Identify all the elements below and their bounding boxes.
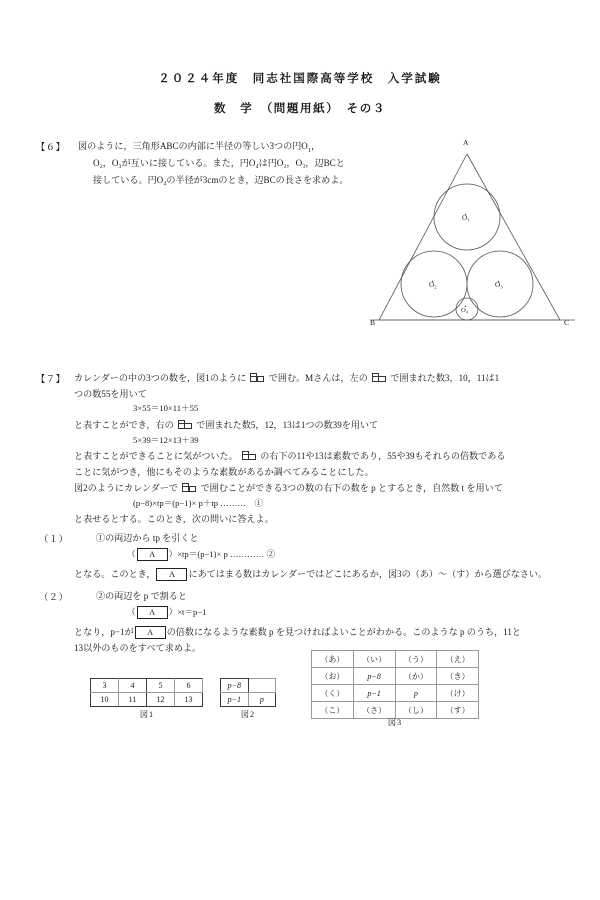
problem-7-2-equation	[127, 606, 206, 619]
answer-box-a[interactable]: A	[137, 548, 168, 561]
p7-l4-post: の右下の11や13は素数であり，55や39もそれらの倍数である	[260, 451, 506, 461]
problem-7-1-equation-2	[127, 548, 275, 561]
problem-7-1-line-1: ①の両辺から tp を引くと	[96, 533, 199, 543]
cell-p-minus-8-text: p−8	[367, 671, 381, 681]
cell-p-minus-8-text: p−8	[227, 681, 242, 690]
label-o1: O₁	[462, 214, 470, 222]
table-row	[312, 702, 479, 719]
problem-6-line-1-comma: ，	[311, 141, 321, 151]
problem-7-line-6	[74, 481, 503, 495]
problem-7-2-number: （２）	[39, 593, 69, 603]
problem-6-line-1-text: 図のように，三角形ABCの内部に半径の等しい3つの円O	[78, 141, 308, 151]
cell-12: 12	[147, 693, 175, 707]
triangle-four-circles-figure	[370, 132, 580, 337]
p7-l1-mid: で囲む。Mさんは，左の	[268, 373, 368, 383]
p7-l6-post: で囲むことができる3つの数の右下の数を p とするとき，自然数 t を用いて	[200, 483, 503, 493]
cell-p-text: p	[259, 695, 264, 704]
p7-l6-pre: 図2のようにカレンダーで	[74, 483, 178, 493]
vertex-label-a: A	[463, 138, 469, 147]
cell-ka: （か）	[395, 668, 437, 685]
cell-empty	[248, 679, 275, 693]
cell-p-minus-1-text: p−1	[367, 688, 381, 698]
p71-eq-post: ）×tp＝(p−1)× p ………… ②	[168, 549, 276, 559]
cell-p-minus-8	[353, 668, 395, 685]
problem-7-2-line-2	[74, 625, 521, 639]
cell-p-text: p	[413, 688, 418, 698]
p7-l4-pre: と表すことができることに気がついた。	[74, 451, 238, 461]
table-row	[312, 685, 479, 702]
exam-title-year-school: ２０２４年度 同志社国際高等学校 入学試験	[158, 73, 442, 85]
cell-p-minus-1	[353, 685, 395, 702]
table-row	[221, 679, 276, 693]
problem-7-equation-1: 3×55＝10×11＋55	[133, 403, 199, 413]
l-shape-icon	[242, 451, 256, 460]
cell-p-minus-1	[221, 693, 249, 707]
cell-6: 6	[175, 679, 203, 693]
vertex-label-b: B	[370, 318, 376, 327]
cell-o: （お）	[312, 668, 354, 685]
cell-e: （え）	[437, 651, 479, 668]
cell-5: 5	[147, 679, 175, 693]
figure-1-caption: 図1	[139, 710, 155, 719]
problem-7-line-4	[74, 449, 505, 463]
problem-7-line-1	[74, 371, 499, 385]
problem-7-label: 【７】	[36, 375, 66, 385]
problem-6-line-1	[78, 139, 320, 156]
problem-7-equation-2: 5×39＝12×13＋39	[133, 435, 199, 445]
p71-l2-post: にあてはまる数はカレンダーではどこにあるか，図3の（あ）～（す）から選びなさい。	[188, 569, 548, 579]
cell-ke: （け）	[437, 685, 479, 702]
answer-box-a[interactable]: A	[156, 568, 187, 581]
cell-3: 3	[91, 679, 119, 693]
cell-10: 10	[91, 693, 119, 707]
label-o2: O₂	[429, 281, 437, 289]
vertex-label-c: C	[564, 318, 570, 327]
cell-11: 11	[119, 693, 147, 707]
problem-7-equation-3: (p−8)×tp＝(p−1)× p＋tp ……… ①	[133, 498, 264, 508]
cell-p	[248, 693, 275, 707]
problem-7-1-number: （１）	[39, 535, 69, 545]
table-row	[221, 693, 276, 707]
table-row	[91, 679, 203, 693]
p7-l3-post: で囲まれた数5，12，13は1つの数39を用いて	[196, 420, 379, 430]
table-row	[91, 693, 203, 707]
figure-3-caption: 図3	[387, 718, 403, 727]
cell-13: 13	[175, 693, 203, 707]
cell-a: （あ）	[312, 651, 354, 668]
problem-7-line-7: と表せるとする。このとき，次の問いに答えよ。	[74, 514, 274, 524]
problem-7-line-5: ことに気がつき，他にもそのような素数があるか調べてみることにした。	[74, 467, 374, 477]
figure-2	[220, 678, 276, 719]
p72-eq-post: ）×t＝p−1	[168, 607, 207, 617]
answer-box-a[interactable]: A	[137, 606, 168, 619]
figure-3-table	[311, 650, 479, 719]
answer-box-a[interactable]: A	[135, 626, 166, 639]
cell-p	[395, 685, 437, 702]
exam-subject-line: 数 学 （問題用紙） その３	[214, 103, 386, 115]
problem-7-1-line-2	[74, 567, 547, 581]
l-shape-icon	[182, 483, 196, 492]
label-o4: O₄	[461, 307, 469, 314]
cell-sa: （さ）	[353, 702, 395, 719]
label-o3: O₃	[495, 281, 503, 289]
l-shape-icon	[250, 373, 264, 382]
problem-6-label: 【６】	[36, 143, 66, 153]
cell-shi: （し）	[395, 702, 437, 719]
l-shape-icon	[178, 420, 192, 429]
cell-ku: （く）	[312, 685, 354, 702]
figure-2-caption: 図2	[240, 710, 256, 719]
l-shape-icon	[372, 373, 386, 382]
cell-u: （う）	[395, 651, 437, 668]
cell-ko: （こ）	[312, 702, 354, 719]
p7-l3-pre: と表すことができ，右の	[74, 420, 174, 430]
table-row	[312, 668, 479, 685]
cell-4: 4	[119, 679, 147, 693]
problem-6-line-2: O₂，O₃が互いに接している。また，円O₄は円O₂，O₃，辺BCと	[93, 158, 345, 168]
figure-3	[311, 650, 479, 727]
table-row	[312, 651, 479, 668]
cell-su: （す）	[437, 702, 479, 719]
problem-7-line-3	[74, 418, 378, 432]
p71-eq-pre: （	[127, 549, 136, 559]
triangle-sides	[379, 154, 560, 320]
triangle-figure-svg	[370, 132, 580, 337]
p71-l2-pre: となる。このとき，	[74, 569, 156, 579]
figure-1-table	[90, 678, 203, 707]
p72-l2-pre: となり，p−1が	[74, 627, 134, 637]
p72-l2-mid: の倍数になるような素数 p を見つければよいことがわかる。このような p のうち，11と	[166, 627, 522, 637]
p7-l1-post: で囲まれた数3，10，11は1	[390, 373, 500, 383]
figure-2-table	[220, 678, 276, 707]
p72-eq-pre: （	[127, 607, 136, 617]
problem-7-2-line-1: ②の両辺を p で割ると	[96, 591, 187, 601]
cell-p-minus-1-text: p−1	[227, 695, 242, 704]
problem-6-sub-1: 1	[307, 146, 312, 154]
cell-ki: （き）	[437, 668, 479, 685]
problem-7-line-2: つの数55を用いて	[74, 389, 147, 399]
p7-l1-pre: カレンダーの中の3つの数を，図1のように	[74, 373, 247, 383]
problem-7-2-line-3: 13以外のものをすべて求めよ。	[74, 643, 202, 653]
problem-6-line-3: 接している。円O₄の半径が3cmのとき，辺BCの長さを求めよ。	[93, 175, 349, 185]
figure-1	[90, 678, 204, 719]
cell-i: （い）	[353, 651, 395, 668]
cell-p-minus-8	[221, 679, 249, 693]
